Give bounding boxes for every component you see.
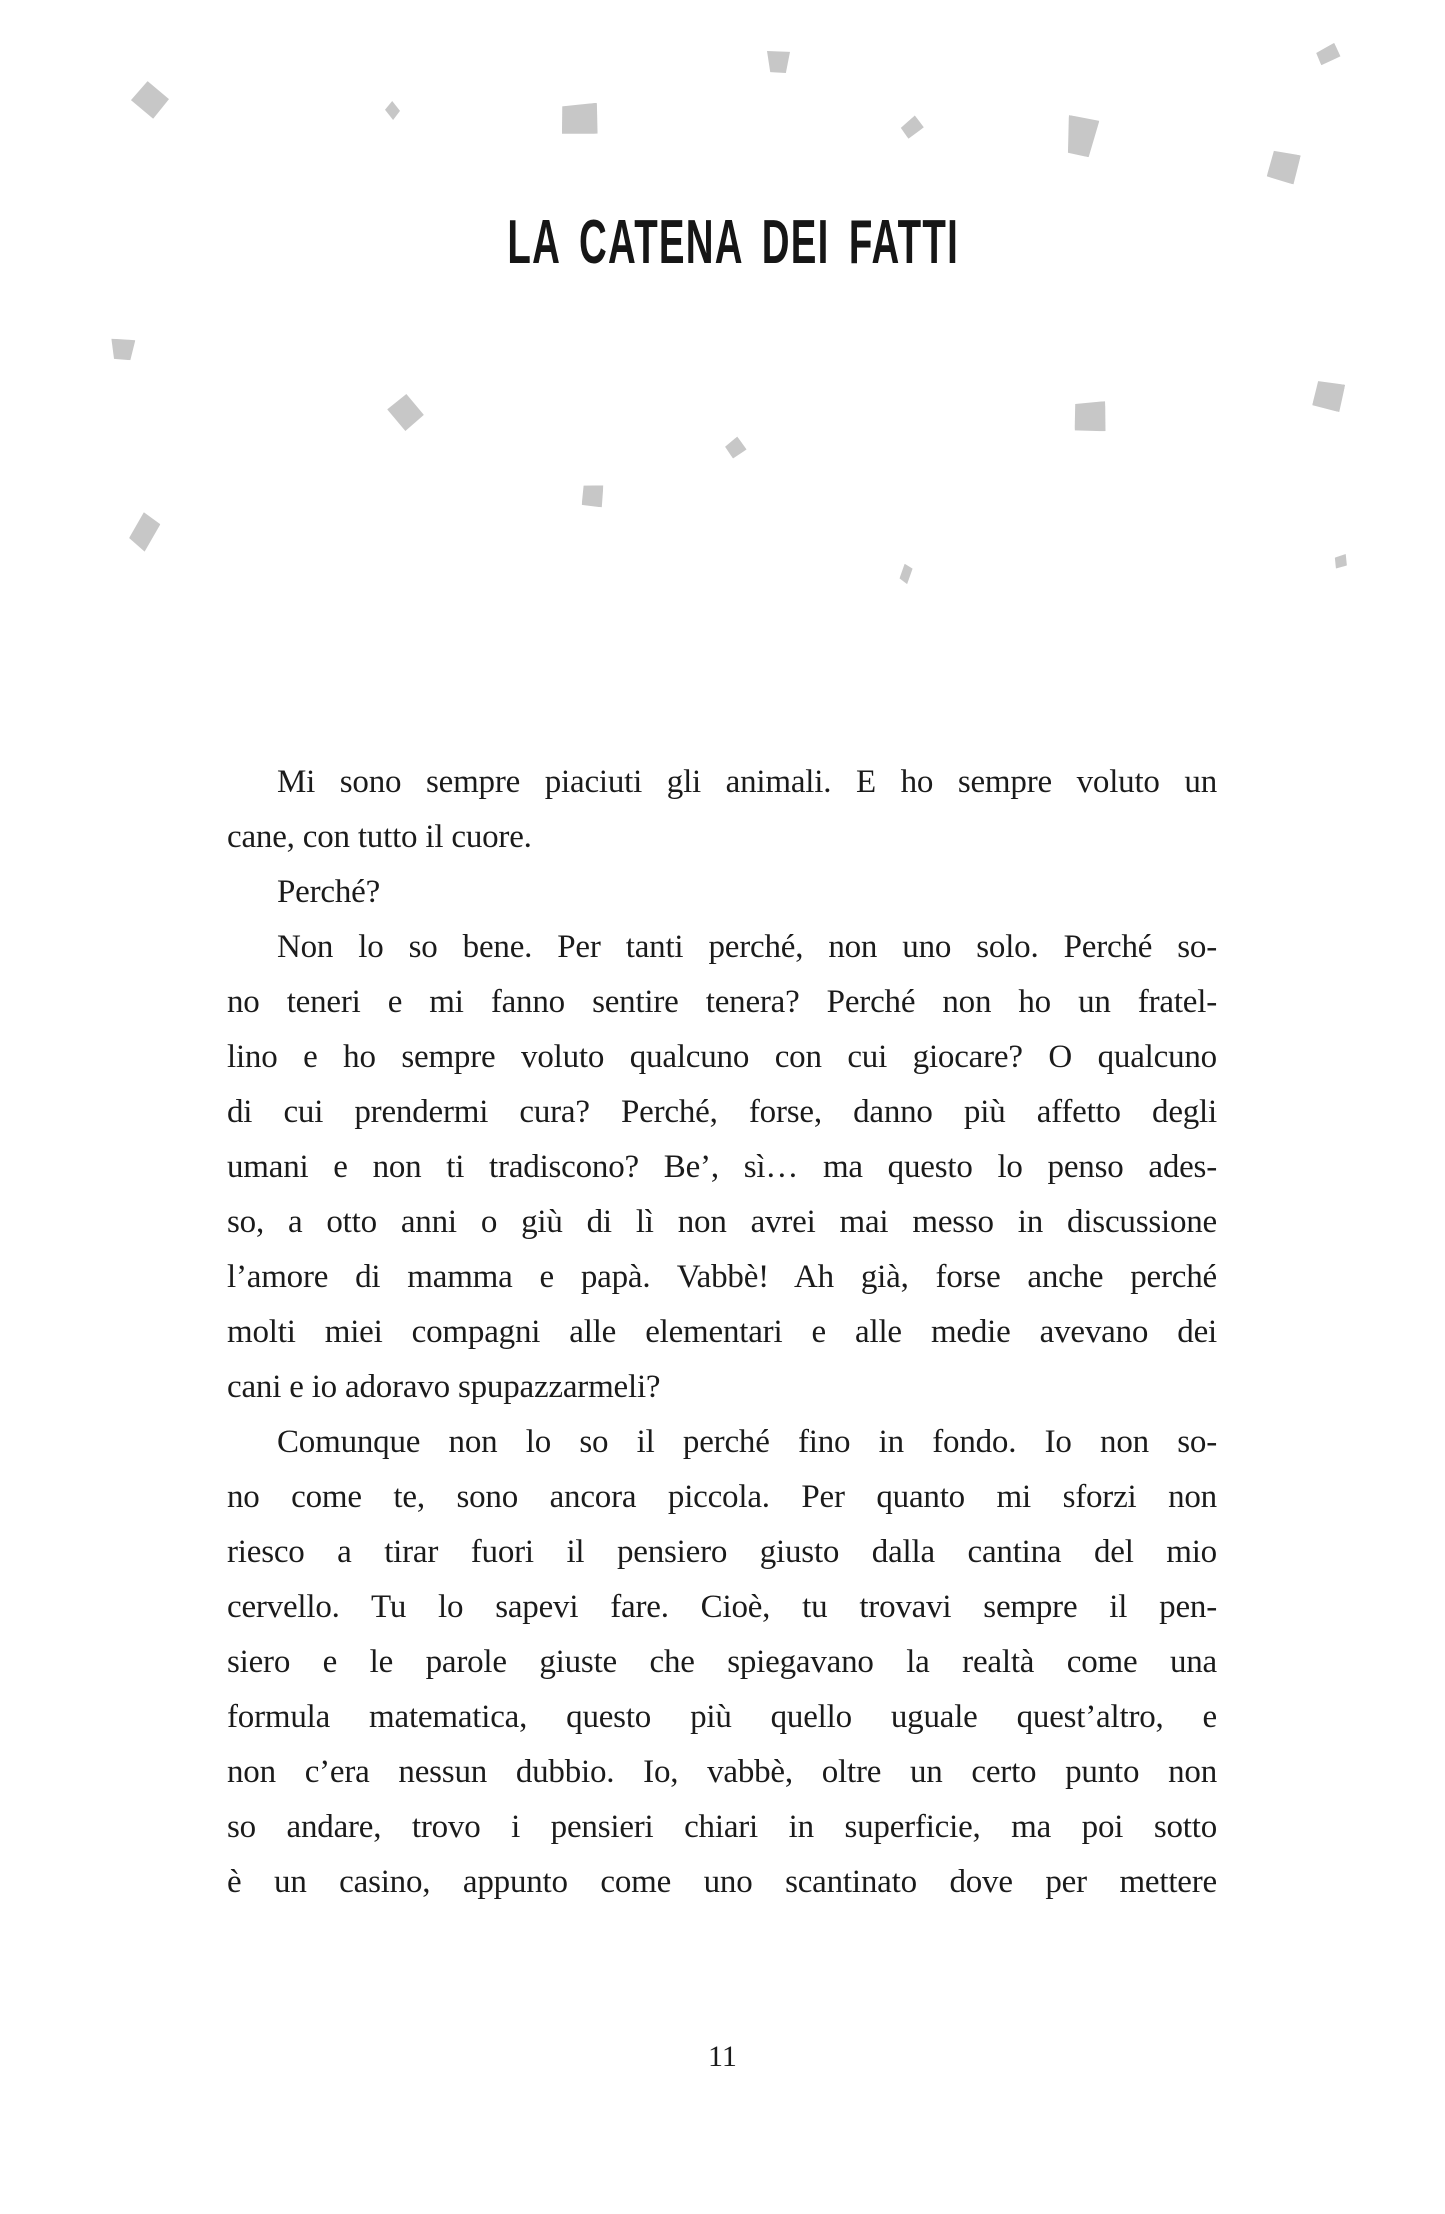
confetti-shape: [1266, 149, 1301, 184]
body-line: l’amore di mamma e papà. Vabbè! Ah già, forse anche perché: [227, 1259, 1217, 1295]
confetti-shape: [724, 436, 747, 459]
confetti-shape: [129, 79, 170, 120]
confetti-shape: [1063, 115, 1099, 158]
confetti-shape: [1073, 401, 1107, 433]
body-line: è un casino, appunto come uno scantinato dove per mettere: [227, 1864, 1217, 1900]
body-line: non c’era nessun dubbio. Io, vabbè, oltre un certo punto non: [227, 1754, 1217, 1790]
body-line: molti miei compagni alle elementari e alle medie avevano dei: [227, 1314, 1217, 1350]
confetti-shape: [1331, 552, 1351, 572]
body-line: Non lo so bene. Per tanti perché, non uno solo. Perché so-: [277, 929, 1217, 965]
body-line: no come te, sono ancora piccola. Per quanto mi sforzi non: [227, 1479, 1217, 1515]
confetti-shape: [767, 51, 790, 73]
body-line: umani e non ti tradiscono? Be’, sì… ma questo lo penso ades-: [227, 1149, 1217, 1185]
confetti-shape: [111, 339, 136, 361]
confetti-shape: [900, 115, 925, 139]
body-line: lino e ho sempre voluto qualcuno con cui giocare? O qualcuno: [227, 1039, 1217, 1075]
body-line: di cui prendermi cura? Perché, forse, danno più affetto degli: [227, 1094, 1217, 1130]
confetti-shape: [899, 563, 913, 584]
body-line: Perché?: [277, 874, 381, 910]
confetti-shape: [1315, 43, 1341, 67]
body-line: so andare, trovo i pensieri chiari in superficie, ma poi sotto: [227, 1809, 1217, 1845]
body-line: Mi sono sempre piaciuti gli animali. E ho sempre voluto un: [277, 764, 1217, 800]
body-line: cervello. Tu lo sapevi fare. Cioè, tu trovavi sempre il pen-: [227, 1589, 1217, 1625]
page-number: 11: [708, 2040, 737, 2073]
confetti-shape: [1312, 380, 1345, 413]
confetti-shape: [385, 392, 425, 432]
body-line: cane, con tutto il cuore.: [227, 819, 532, 855]
body-line: so, a otto anni o giù di lì non avrei mai messo in discussione: [227, 1204, 1217, 1240]
chapter-title: [0, 208, 1445, 277]
body-line: Comunque non lo so il perché fino in fondo. Io non so-: [277, 1424, 1217, 1460]
body-text: [227, 755, 1217, 1910]
body-line: formula matematica, questo più quello uguale quest’altro, e: [227, 1699, 1217, 1735]
confetti-shape: [582, 485, 604, 508]
confetti-shape: [385, 101, 400, 120]
confetti-shape: [127, 510, 162, 553]
body-line: siero e le parole giuste che spiegavano la realtà come una: [227, 1644, 1217, 1680]
body-line: cani e io adoravo spupazzarmeli?: [227, 1369, 661, 1405]
body-line: riesco a tirar fuori il pensiero giusto dalla cantina del mio: [227, 1534, 1217, 1570]
chapter-title-text: LA CATENA DEI FATTI: [507, 208, 960, 277]
confetti-shape: [560, 103, 599, 137]
body-line: no teneri e mi fanno sentire tenera? Perché non ho un fratel-: [227, 984, 1217, 1020]
